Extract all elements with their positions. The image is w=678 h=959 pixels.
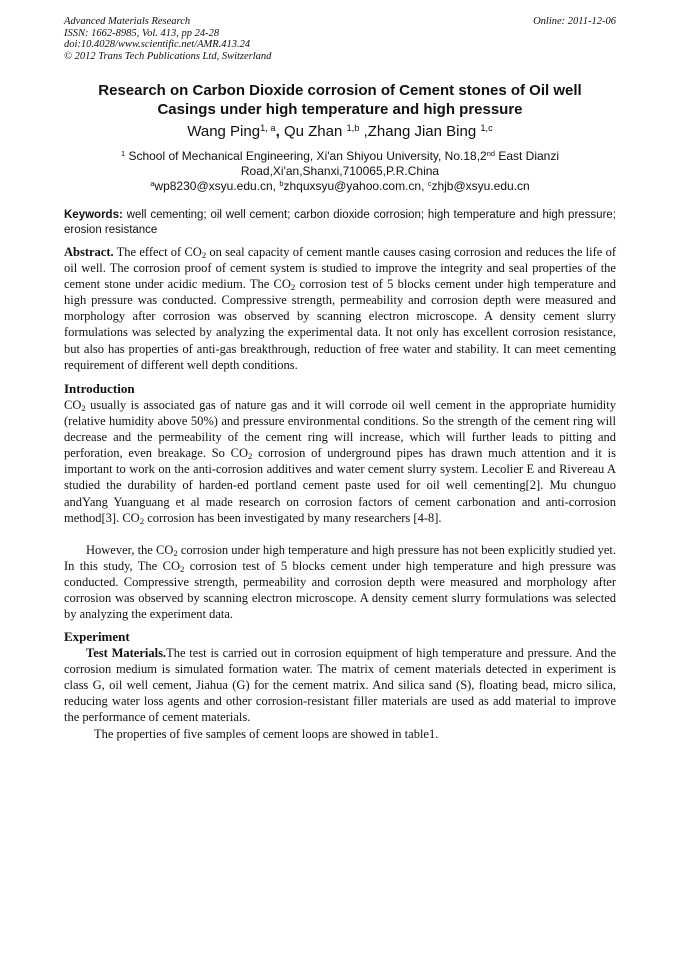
subscript: 2	[139, 515, 145, 526]
author-3-affiliation: 1,c	[480, 122, 493, 133]
doi-line: doi:10.4028/www.scientific.net/AMR.413.24	[64, 39, 251, 50]
email-c: zhjb@xsyu.edu.cn	[431, 179, 530, 193]
author-1-affiliation: 1, a	[260, 122, 276, 133]
experiment-paragraph-2: The properties of five samples of cement loops are showed in table1.	[94, 727, 439, 741]
affiliation-text: School of Mechanical Engineering, Xi'an Shiyou University, No.18,2	[125, 149, 487, 163]
subscript: 2	[201, 250, 207, 261]
paragraph-text: CO	[64, 398, 82, 412]
journal-name: Advanced Materials Research	[64, 16, 191, 27]
subscript: 2	[179, 564, 185, 575]
online-date: Online: 2011-12-06	[533, 16, 616, 27]
abstract-text: corrosion test of 5 blocks cement under high temperature and high pressure was conducted. Compressive strength, permeability and corrosion depth were measured and morphology after corrosion was observed by scanning electron microscope. A density cement slurry formulations was selected by analyzing the experimental data. It not only has excellent corrosion resistance, but also has properties of anti-gas breakthrough, reduction of free water and stability. It can meet cementing requirement of different well depth conditions.	[64, 277, 616, 372]
paragraph-text: corrosion under high temperature and high pressure has not been explicitly studied yet. In this study, The CO	[64, 543, 616, 574]
introduction-paragraph-1	[64, 397, 616, 526]
subscript: 2	[248, 451, 253, 462]
affiliation-block	[64, 149, 616, 194]
affiliation-text-end: East Dianzi	[495, 149, 560, 163]
email-line	[64, 179, 616, 194]
experiment-heading: Experiment	[64, 629, 130, 644]
issn-line: ISSN: 1662-8985, Vol. 413, pp 24-28	[64, 27, 220, 39]
email-a: wp8230@xsyu.edu.cn,	[154, 179, 280, 193]
affiliation-number: 1	[120, 148, 126, 158]
email-c-marker: c	[427, 178, 432, 188]
subscript: 2	[173, 548, 178, 559]
ordinal-suffix: nd	[486, 148, 495, 158]
subscript: 2	[290, 282, 296, 293]
author-3: Zhang Jian Bing	[367, 123, 481, 140]
paragraph-text: corrosion of underground pipes has drawn much attention and it is important to work on the anti-corrosion additives and water cement slurry system. Lecolier E and Rivereau A studied the durability of harden-ed portland cement paste used for oil well cementing[2]. Mu chunguo andYang Yuanguang et al made research on corrosion factors of cement carbonation and anti-corrosion method[3]. CO	[64, 446, 616, 525]
introduction-heading: Introduction	[64, 381, 135, 396]
keywords	[64, 208, 616, 238]
email-b: zhquxsyu@yahoo.com.cn,	[283, 179, 428, 193]
paragraph-text: usually is associated gas of nature gas and it will corrode oil well cement in the appropriate humidity (relative humidity above 50%) and pressure environmental conditions. So the strength of the cement ring will decrease and the permeability of the cement ring will increase, which will further leads to pitting and perforation, even breakage. So CO	[64, 398, 616, 461]
keywords-label: Keywords:	[64, 209, 123, 221]
paragraph-text: corrosion has been investigated by many researchers [4-8].	[144, 510, 442, 525]
author-2: Qu Zhan	[283, 123, 347, 140]
abstract	[64, 244, 616, 373]
abstract-text: on seal capacity of cement mantle causes casing corrosion and reduces the life of oil well. The corrosion proof of cement system is studied to improve the integrity and seal properties of the cement stone under acidic medium. The CO	[64, 245, 616, 292]
affiliation-line-2: Road,Xi'an,Shanxi,710065,P.R.China	[240, 164, 440, 178]
author-list	[64, 123, 616, 141]
title-line-1: Research on Carbon Dioxide corrosion of Cement stones of Oil well	[98, 82, 582, 99]
test-materials-label: Test Materials.	[86, 646, 167, 660]
author-1: Wang Ping	[187, 123, 261, 140]
introduction-paragraph-2	[64, 542, 616, 622]
author-2-affiliation: 1,b	[346, 122, 360, 133]
experiment-paragraph-1	[64, 645, 616, 725]
title-line-2: Casings under high temperature and high pressure	[157, 101, 523, 118]
author-separator: ,	[275, 123, 284, 140]
email-a-marker: a	[150, 178, 155, 188]
paragraph-text: However, the CO	[86, 543, 174, 557]
abstract-text: The effect of CO	[113, 245, 202, 259]
abstract-label: Abstract.	[64, 245, 114, 259]
affiliation-line-1	[64, 149, 616, 164]
paragraph-text: The test is carried out in corrosion equipment of high temperature and pressure. And the corrosion medium is simulated formation water. The matrix of cement materials detected in experiment is class G, oil well cement, Jiahua (G) for the cement matrix. And silica sand (S), floating bead, micro silica, reducing water loss agents and other corrosion-resistant filler materials are used as add material to improve the performance of cement materials.	[64, 646, 616, 725]
email-b-marker: b	[279, 178, 284, 188]
copyright-line: © 2012 Trans Tech Publications Ltd, Switzerland	[64, 50, 272, 62]
journal-header	[64, 16, 616, 62]
paper-title	[64, 81, 616, 119]
author-separator: ,	[359, 123, 368, 140]
subscript: 2	[81, 403, 86, 414]
keywords-text: well cementing; oil well cement; carbon dioxide corrosion; high temperature and high pressure; erosion resistance	[64, 209, 616, 236]
paragraph-text: corrosion test of 5 blocks cement under high temperature and high pressure was conducted. Compressive strength, permeability and corrosion depth were measured and morphology after corrosion was observed by scanning electron microscope. A density cement slurry formulations was selected by analyzing the experiment data.	[64, 559, 616, 622]
